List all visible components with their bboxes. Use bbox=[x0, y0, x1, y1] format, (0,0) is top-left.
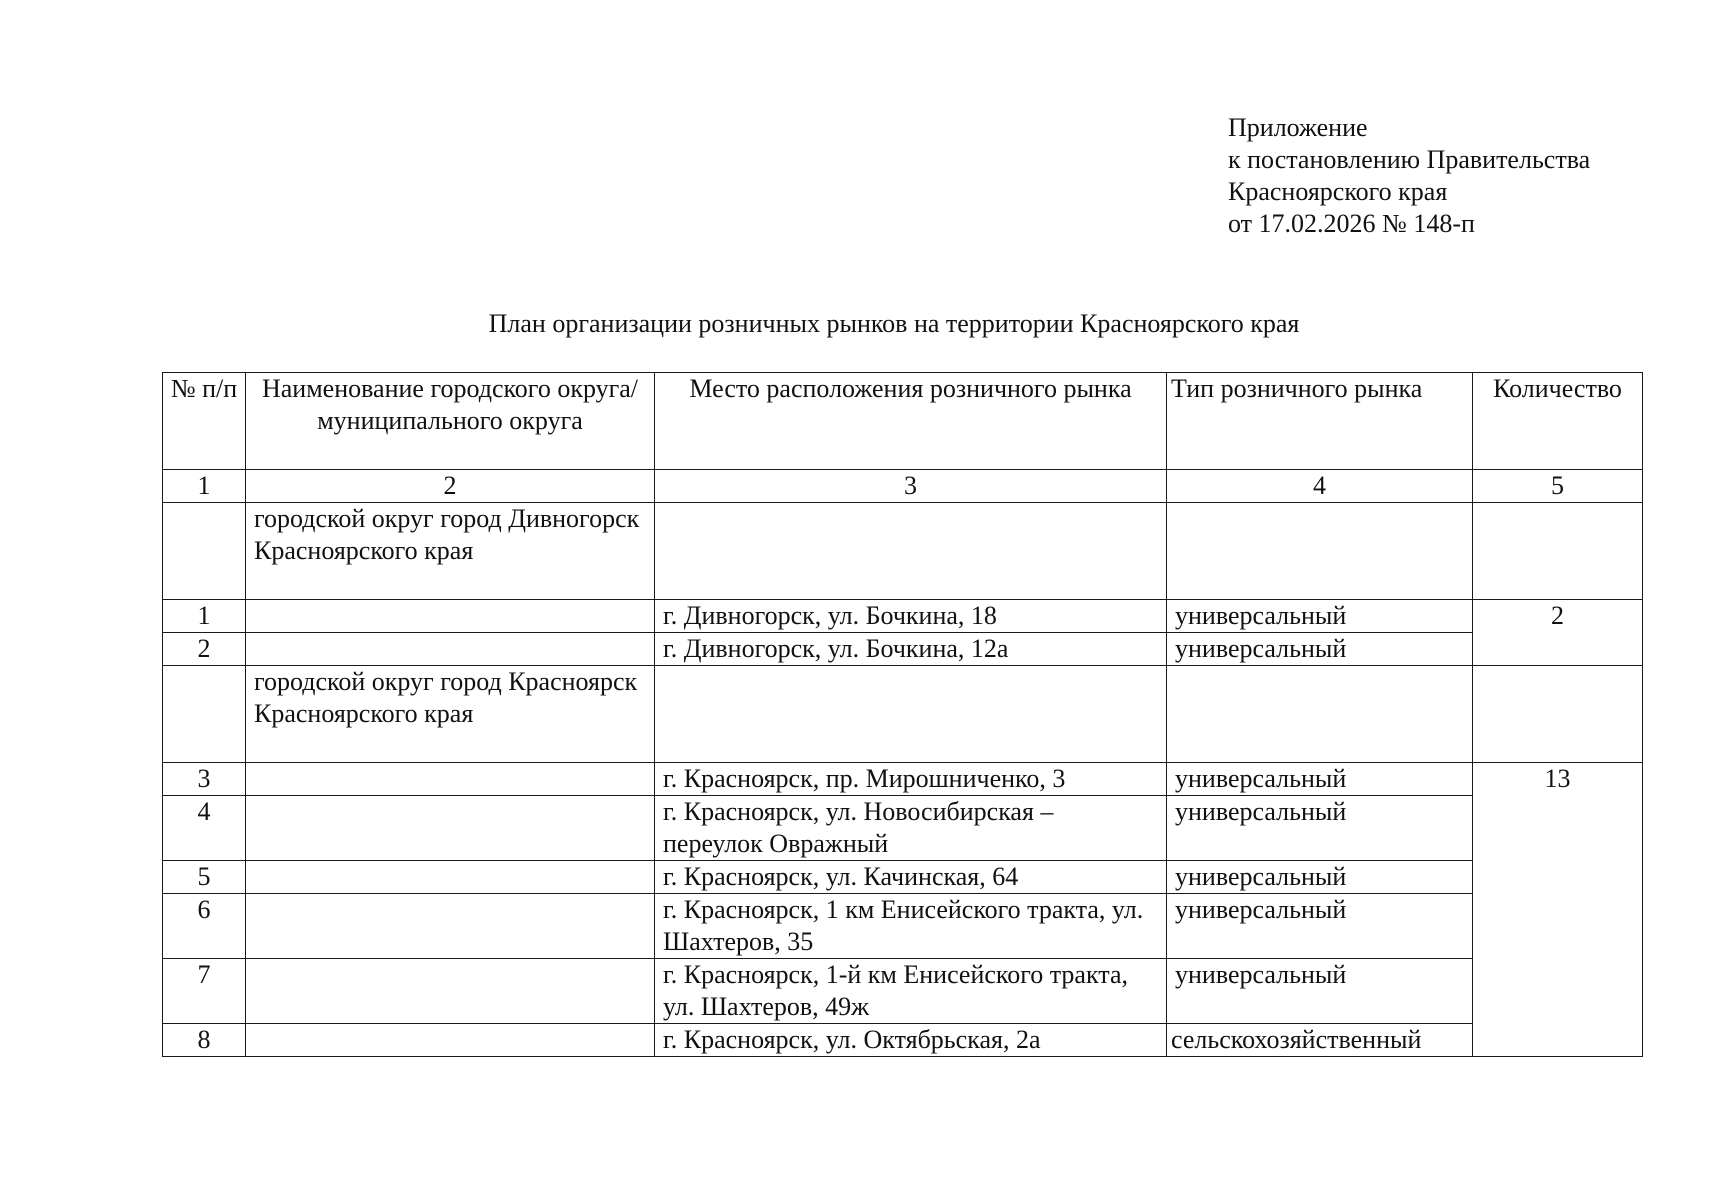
table-row bbox=[163, 796, 1643, 861]
appendix-line: Красноярского края bbox=[1228, 177, 1448, 206]
district-group-row bbox=[163, 666, 1643, 763]
market-quantity: 13 bbox=[1473, 763, 1643, 1057]
row-number: 7 bbox=[163, 959, 246, 1024]
appendix-block bbox=[1228, 112, 1590, 240]
market-type: сельскохозяйственный bbox=[1167, 1024, 1473, 1057]
column-index: 4 bbox=[1167, 470, 1473, 503]
column-index: 3 bbox=[655, 470, 1167, 503]
table-header-row bbox=[163, 373, 1643, 470]
district-name: городской округ город Красноярск Красноярского края bbox=[246, 666, 655, 763]
market-location: г. Дивногорск, ул. Бочкина, 12а bbox=[655, 633, 1167, 666]
empty-cell bbox=[1167, 666, 1473, 763]
table-row bbox=[163, 600, 1643, 633]
market-location: г. Красноярск, пр. Мирошниченко, 3 bbox=[655, 763, 1167, 796]
market-type: универсальный bbox=[1167, 763, 1473, 796]
empty-cell bbox=[163, 503, 246, 600]
empty-cell bbox=[246, 1024, 655, 1057]
header-location: Место расположения розничного рынка bbox=[655, 373, 1167, 470]
empty-cell bbox=[655, 666, 1167, 763]
empty-cell bbox=[1167, 503, 1473, 600]
column-index-row bbox=[163, 470, 1643, 503]
table-row bbox=[163, 763, 1643, 796]
empty-cell bbox=[1473, 666, 1643, 763]
empty-cell bbox=[246, 959, 655, 1024]
market-type: универсальный bbox=[1167, 600, 1473, 633]
row-number: 4 bbox=[163, 796, 246, 861]
document-title: План организации розничных рынков на территории Красноярского края bbox=[488, 309, 1300, 338]
market-type: универсальный bbox=[1167, 861, 1473, 894]
district-group-row bbox=[163, 503, 1643, 600]
column-index: 2 bbox=[246, 470, 655, 503]
table-row bbox=[163, 861, 1643, 894]
district-name: городской округ город Дивногорск Красноярского края bbox=[246, 503, 655, 600]
empty-cell bbox=[655, 503, 1167, 600]
market-quantity: 2 bbox=[1473, 600, 1643, 666]
empty-cell bbox=[246, 633, 655, 666]
market-location: г. Красноярск, ул. Качинская, 64 bbox=[655, 861, 1167, 894]
appendix-line: к постановлению Правительства bbox=[1228, 145, 1591, 174]
row-number: 1 bbox=[163, 600, 246, 633]
empty-cell bbox=[246, 796, 655, 861]
empty-cell bbox=[246, 600, 655, 633]
empty-cell bbox=[1473, 503, 1643, 600]
market-location: г. Дивногорск, ул. Бочкина, 18 bbox=[655, 600, 1167, 633]
market-location: г. Красноярск, ул. Октябрьская, 2а bbox=[655, 1024, 1167, 1057]
market-location: г. Красноярск, ул. Новосибирская – переулок Овражный bbox=[655, 796, 1167, 861]
row-number: 8 bbox=[163, 1024, 246, 1057]
header-type: Тип розничного рынка bbox=[1167, 373, 1473, 470]
header-num: № п/п bbox=[163, 373, 246, 470]
appendix-line: Приложение bbox=[1228, 113, 1368, 142]
market-type: универсальный bbox=[1167, 796, 1473, 861]
empty-cell bbox=[246, 861, 655, 894]
empty-cell bbox=[246, 894, 655, 959]
column-index: 5 bbox=[1473, 470, 1643, 503]
header-quantity: Количество bbox=[1473, 373, 1643, 470]
market-location: г. Красноярск, 1 км Енисейского тракта, ул. Шахтеров, 35 bbox=[655, 894, 1167, 959]
table-row bbox=[163, 633, 1643, 666]
market-location: г. Красноярск, 1-й км Енисейского тракта, ул. Шахтеров, 49ж bbox=[655, 959, 1167, 1024]
table-row bbox=[163, 1024, 1643, 1057]
row-number: 5 bbox=[163, 861, 246, 894]
row-number: 2 bbox=[163, 633, 246, 666]
appendix-date-number: от 17.02.2026 № 148-п bbox=[1228, 209, 1475, 238]
market-type: универсальный bbox=[1167, 894, 1473, 959]
markets-plan-table bbox=[162, 372, 1643, 1057]
row-number: 6 bbox=[163, 894, 246, 959]
empty-cell bbox=[163, 666, 246, 763]
market-type: универсальный bbox=[1167, 959, 1473, 1024]
row-number: 3 bbox=[163, 763, 246, 796]
empty-cell bbox=[246, 763, 655, 796]
table-row bbox=[163, 959, 1643, 1024]
header-district: Наименование городского округа/ муниципального округа bbox=[246, 373, 655, 470]
column-index: 1 bbox=[163, 470, 246, 503]
market-type: универсальный bbox=[1167, 633, 1473, 666]
table-row bbox=[163, 894, 1643, 959]
